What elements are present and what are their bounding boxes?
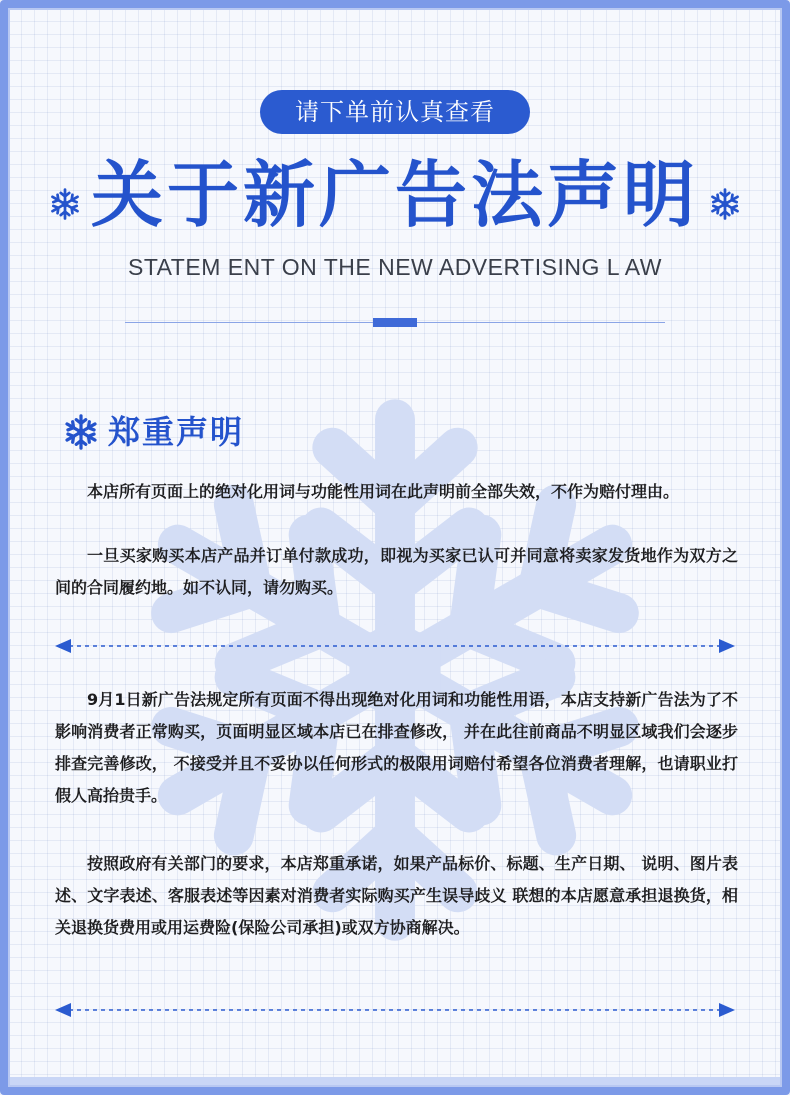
dashed-arrow-divider-bottom [55, 1001, 735, 1019]
notice-pill: 请下单前认真查看 [260, 90, 530, 134]
snowflake-icon [708, 187, 742, 221]
section-title: 郑重声明 [108, 413, 245, 451]
section-snowflake-icon [62, 413, 100, 451]
english-subtitle: STATEM ENT ON THE NEW ADVERTISING L AW [127, 254, 663, 280]
snowflake-icon [48, 187, 82, 221]
title-divider-accent [373, 318, 417, 327]
statement-paragraph-2: 一旦买家购买本店产品并订单付款成功，即视为买家已认可并同意将卖家发货地作为双方之间的合同履约地。如不认同，请勿购买。 [55, 546, 738, 597]
law-paragraph-2: 按照政府有关部门的要求，本店郑重承诺，如果产品标价、标题、生产日期、 说明、图片表述、文字表述、客服表述等因素对消费者实际购买产生误导歧义 联想的本店愿意承担退换货，相关退换货费用或用运费险(保险公司承担)或双方协商解决。 [55, 854, 738, 937]
law-paragraph-1: 9月1日新广告法规定所有页面不得出现绝对化用词和功能性用语，本店支持新广告法为了不影响消费者正常购买，页面明显区域本店已在排查修改， 并在此往前商品不明显区域我们会逐步排查完善修改， 不接受并且不妥协以任何形式的极限用词赔付希望各位消费者理解，也请职业打假人高抬贵手。 [55, 690, 738, 805]
page-title: 关于新广告法声明 [90, 153, 699, 237]
dashed-arrow-divider [55, 637, 735, 655]
statement-paragraph-1: 本店所有页面上的绝对化用词与功能性用词在此声明前全部失效，不作为赔付理由。 [87, 482, 680, 501]
